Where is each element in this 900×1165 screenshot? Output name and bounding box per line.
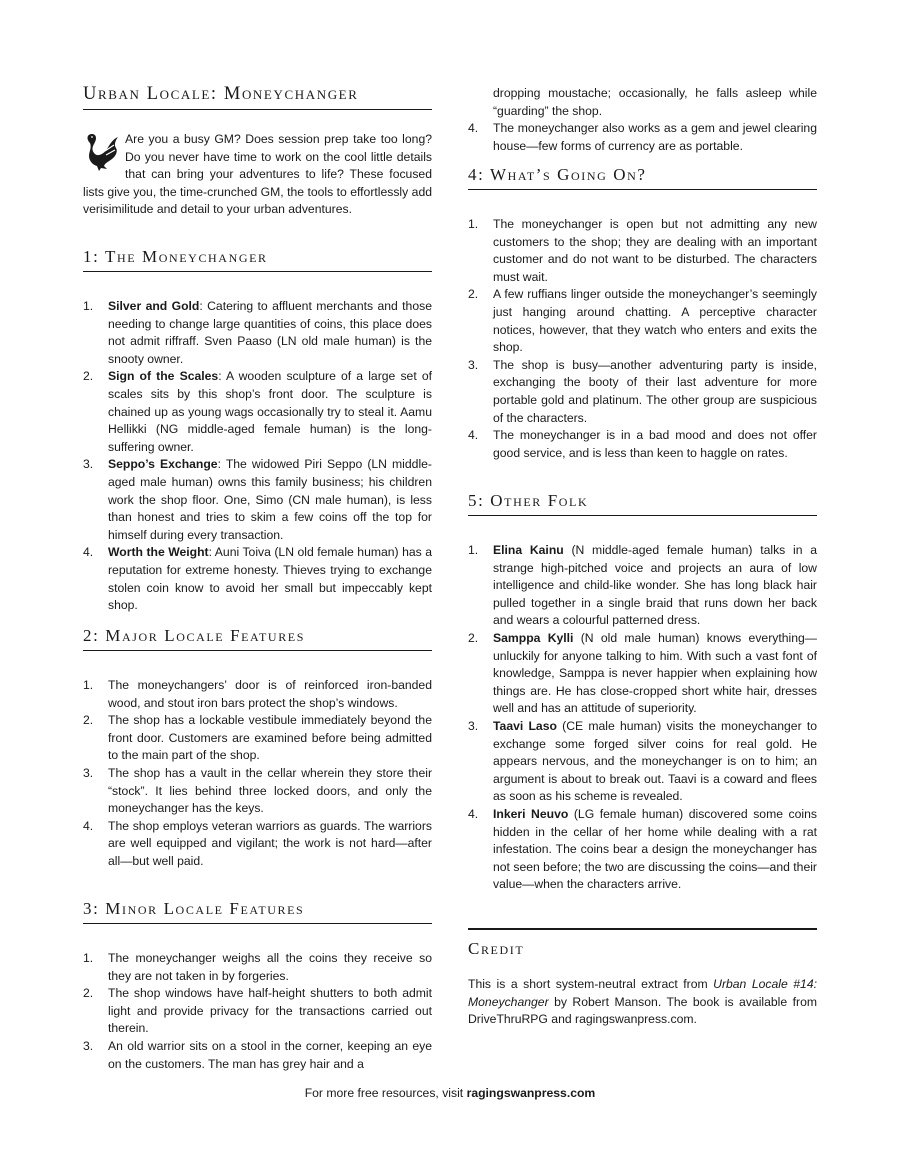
heading-other-folk: 5: Other Folk	[468, 491, 817, 516]
list-item: 4. The moneychanger also works as a gem and jewel clearing house—few forms of currency are as portable.	[468, 121, 817, 153]
list-item: 3. An old warrior sits on a stool in the corner, keeping an eye on the customers. The man has grey hair and a	[83, 1038, 432, 1071]
list-minor-features-continued	[468, 85, 817, 155]
heading-major-features: 2: Major Locale Features	[83, 626, 432, 651]
list-item: 3. Taavi Laso (CE male human) visits the moneychanger to exchange some forged silver coins for real gold. He appears nervous, and the moneychanger is on to him; an argument is about to break out. Taavi is a coward and flees as soon as his scheme is revealed.	[468, 718, 818, 804]
list-whats-going-on	[468, 216, 817, 462]
list-item: 1. The moneychanger is open but not admitting any new customers to the shop; they are dealing with an important customer and do not want to be disturbed. The characters must wait.	[468, 217, 817, 284]
heading-minor-features: 3: Minor Locale Features	[83, 899, 432, 924]
list-item: 2. The shop windows have half-height shutters to both admit light and provide privacy for the transactions carried out therein.	[83, 986, 432, 1036]
heading-whats-going-on: 4: What’s Going On?	[468, 165, 817, 190]
list-item: dropping moustache; occasionally, he falls asleep while “guarding” the shop.	[493, 86, 817, 118]
credit-rule	[468, 928, 817, 930]
list-item: 4. Worth the Weight: Auni Toiva (LN old female human) has a reputation for extreme honesty. Thieves trying to exchange stolen coin know to avoid her small but impeccably kept shop.	[83, 545, 432, 613]
list-item: 2. A few ruffians linger outside the moneychanger’s seemingly just hanging around chatting. A perceptive character notices, however, that they watch who enters and exits the shop.	[468, 287, 817, 355]
list-item: 1. The moneychanger weighs all the coins they receive so they are not taken in by forgeries.	[83, 951, 432, 983]
footer-link[interactable]: ragingswanpress.com	[466, 1086, 596, 1100]
heading-moneychanger: 1: The Moneychanger	[83, 247, 432, 272]
intro-text: Are you a busy GM? Does session prep take too long? Do you never have time to work on the cool little details that can bring your adventures to life? These focused lists give you, the time-crunched GM, the tools to effortlessly add verisimilitude and detail to your urban adventures.	[83, 132, 432, 217]
list-moneychanger	[83, 298, 432, 615]
list-minor-features	[83, 950, 432, 1073]
list-item: 2. Sign of the Scales: A wooden sculpture of a large set of scales sits by this shop’s front door. The sculpture is chained up as young wags occasionally try to steal it. Aamu Hellikki (NG middle-aged female human) is the long-suffering owner.	[83, 369, 432, 454]
list-item: 2. Samppa Kylli (N old male human) knows everything—unluckily for anyone talking to him. With such a vast font of knowledge, Samppa is never happier when explaining how things are. He has close-cropped short white hair, dresses well and has an attitude of superiority.	[468, 630, 817, 716]
intro-block	[83, 131, 432, 219]
list-item: 4. Inkeri Neuvo (LG female human) discovered some coins hidden in the cellar of her home while dealing with a rat infestation. The coins bear a design the moneychanger has not seen before; the two are discussing the coins—and their value—when the characters arrive.	[468, 806, 817, 892]
list-item: 1. Silver and Gold: Catering to affluent merchants and those needing to change large quantities of coins, this place does not admit riffraff. Sven Paaso (LN old male human) is the snooty owner.	[83, 299, 432, 366]
list-item: 1. Elina Kainu (N middle-aged female human) talks in a strange high-pitched voice and projects an aura of low intelligence and child-like wonder. She has long black hair pulled together in a single braid that runs down her back and wears a colourful patterned dress.	[468, 543, 817, 628]
list-item: 3. Seppo’s Exchange: The widowed Piri Seppo (LN middle-aged male human) owns this family business; his children work the shop floor. One, Simo (CN male human), is less than honest and tries to skim a few coins off the top for himself during every transaction.	[83, 457, 432, 542]
list-other-folk	[468, 542, 817, 894]
list-item: 4. The moneychanger is in a bad mood and does not offer good service, and is less than keen to haggle on rates.	[468, 428, 817, 460]
credit-text: This is a short system-neutral extract from Urban Locale #14: Moneychanger by Robert Manson. The book is available from DriveThruRPG and ragingswanpress.com.	[468, 977, 817, 1027]
list-major-features	[83, 677, 432, 871]
page-title: Urban Locale: Moneychanger	[83, 84, 432, 110]
list-item: 4. The shop employs veteran warriors as guards. The warriors are well equipped and vigilant; the work is not hard—after all—but well paid.	[83, 818, 432, 868]
list-item: 2. The shop has a lockable vestibule immediately beyond the front door. Customers are examined before being admitted to the main part of the shop.	[83, 713, 432, 763]
footer: For more free resources, visit ragingswanpress.com	[304, 1086, 596, 1100]
heading-credit: Credit	[468, 939, 525, 958]
swan-logo-icon	[83, 131, 121, 175]
list-item: 3. The shop is busy—another adventuring party is inside, exchanging the booty of their last adventure for more portable gold and platinum. The other group are suspicious of the characters.	[468, 357, 817, 425]
list-item: 3. The shop has a vault in the cellar wherein they store their “stock”. It lies behind three locked doors, and only the moneychanger has the keys.	[83, 765, 432, 816]
list-item: 1. The moneychangers’ door is of reinforced iron-banded wood, and stout iron bars protect the shop’s windows.	[83, 678, 432, 710]
